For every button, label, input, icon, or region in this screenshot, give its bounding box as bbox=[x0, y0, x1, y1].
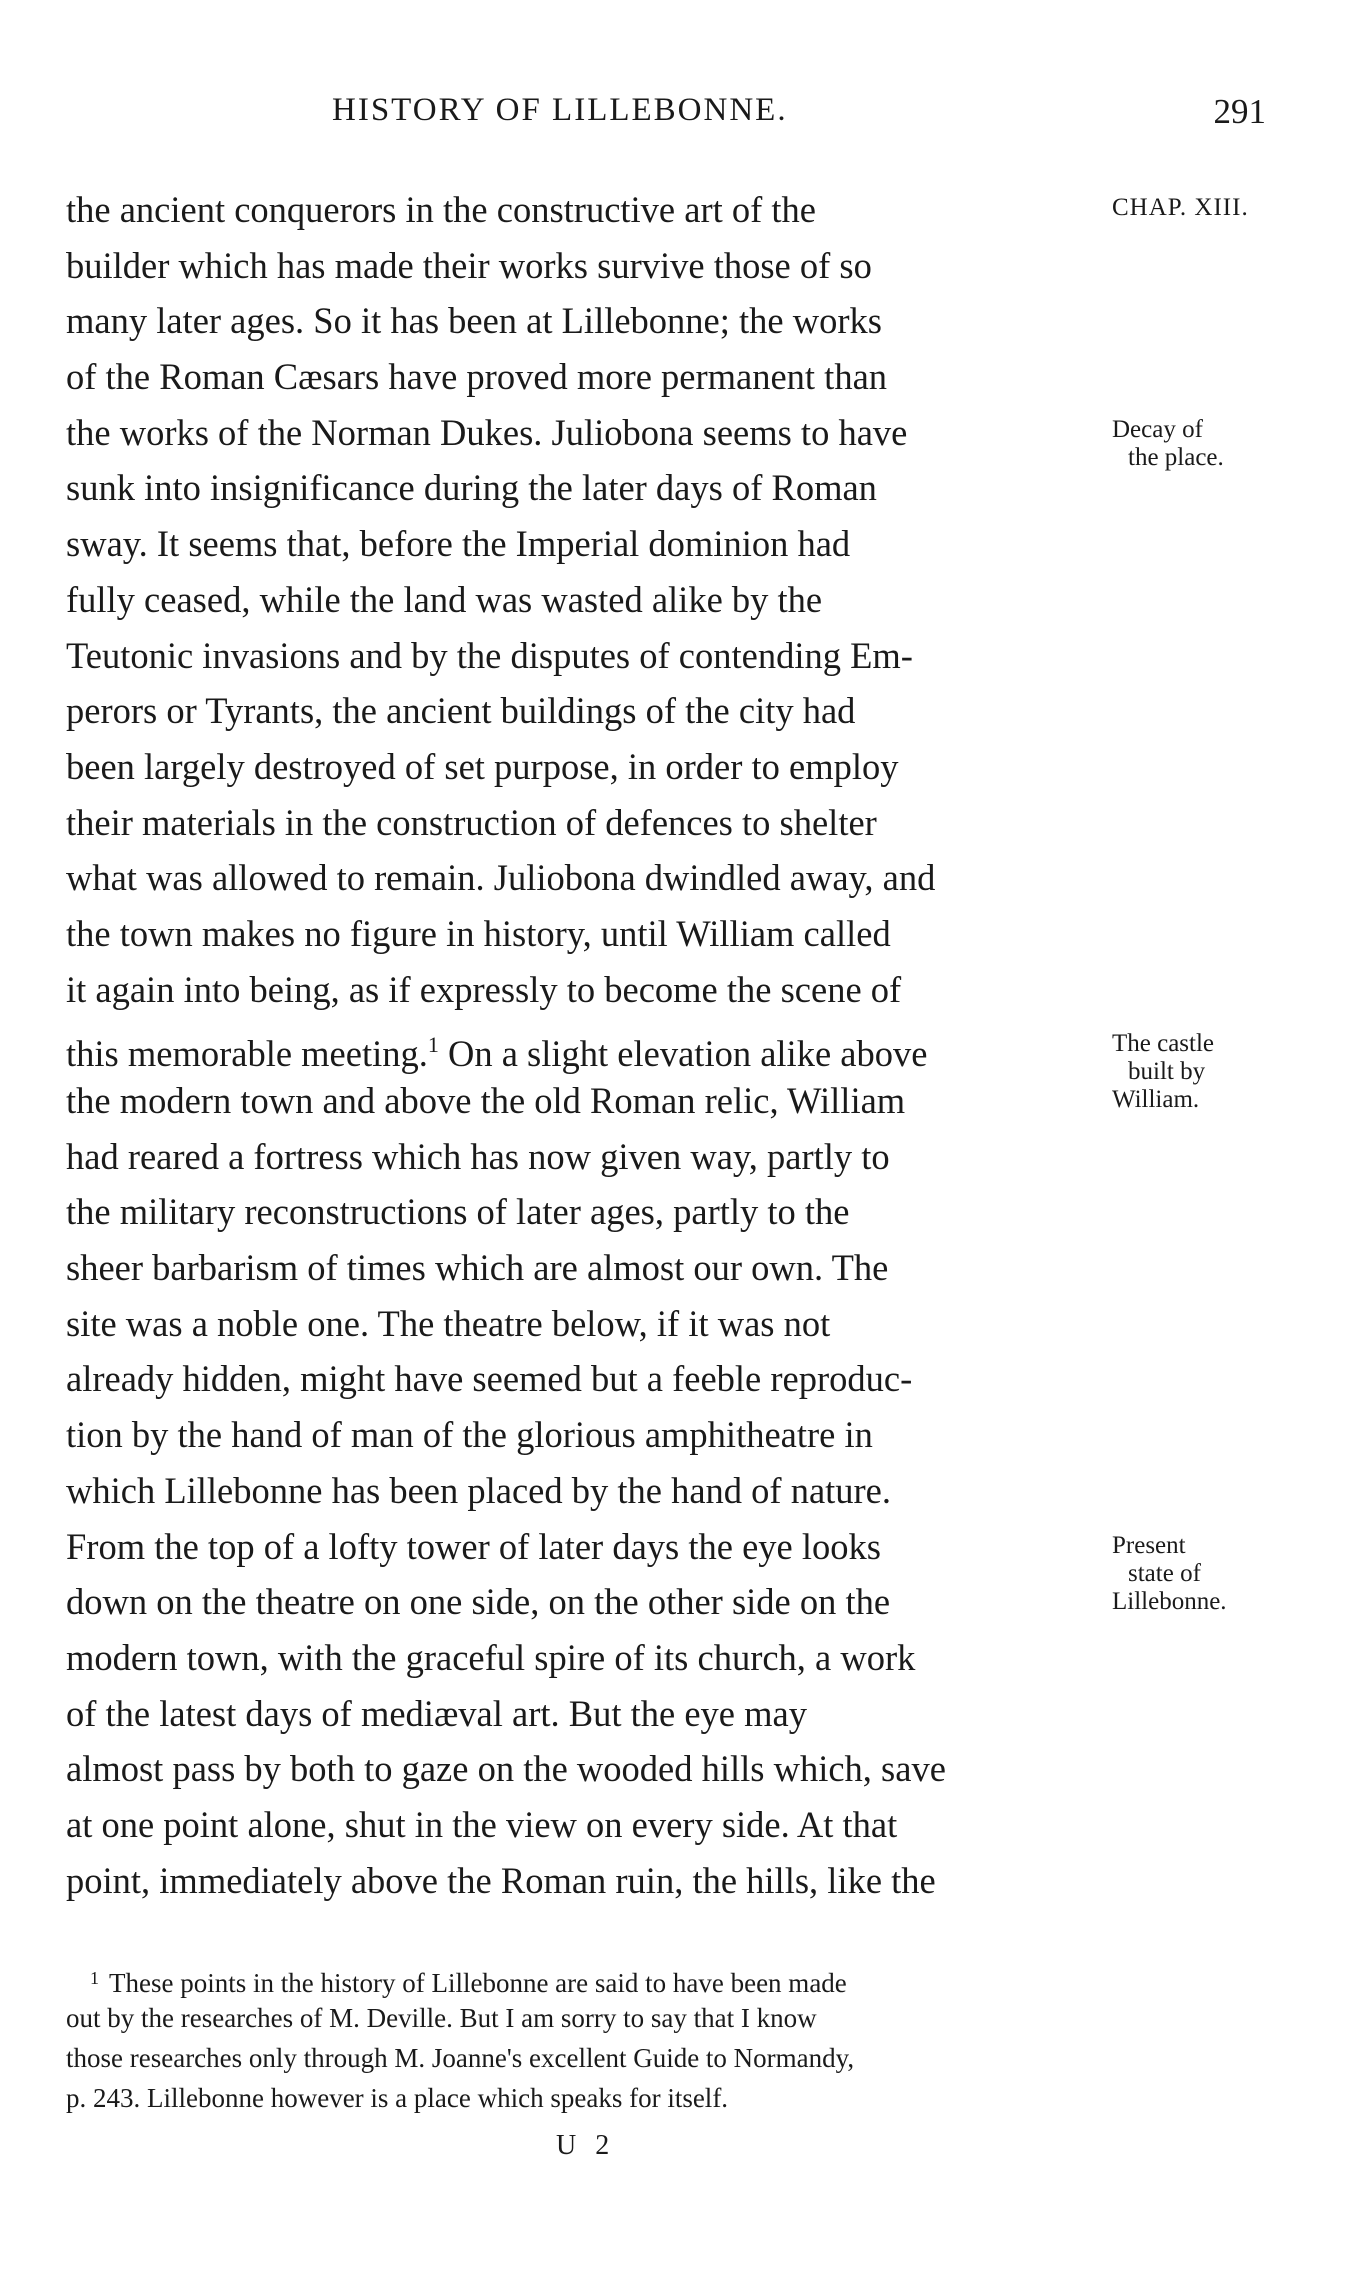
text-line: it again into being, as if expressly to become the scene of bbox=[66, 968, 902, 1010]
footnote-line bbox=[66, 1958, 1126, 1998]
text-line: site was a noble one. The theatre below, if it was not bbox=[66, 1302, 831, 1344]
margin-note-castle bbox=[1112, 1030, 1214, 1114]
text-line: which Lillebonne has been placed by the hand of nature. bbox=[66, 1469, 892, 1511]
margin-note-line: state of bbox=[1128, 1560, 1201, 1587]
text-segment: this memorable meeting. bbox=[66, 1033, 428, 1075]
text-line: perors or Tyrants, the ancient buildings of the city had bbox=[66, 690, 856, 732]
page-header bbox=[66, 92, 1266, 138]
chapter-marker: CHAP. XIII. bbox=[1112, 194, 1249, 221]
text-line: sunk into insignificance during the later days of Roman bbox=[66, 467, 877, 509]
margin-note-line: built by bbox=[1128, 1058, 1206, 1085]
footnote-mark: 1 bbox=[90, 1968, 99, 1988]
text-segment: On a slight elevation alike above bbox=[438, 1033, 928, 1075]
text-line: sway. It seems that, before the Imperial dominion had bbox=[66, 523, 851, 565]
margin-note-line: Decay of bbox=[1112, 416, 1203, 443]
text-line: the modern town and above the old Roman relic, William bbox=[66, 1080, 906, 1121]
footnote bbox=[66, 1958, 1126, 2118]
text-line: their materials in the construction of defences to shelter bbox=[66, 801, 877, 843]
footnote-line: p. 243. Lillebonne however is a place which speaks for itself. bbox=[66, 2083, 729, 2113]
footnote-text: These points in the history of Lillebonne are said to have been made bbox=[109, 1968, 847, 1998]
text-line: at one point alone, shut in the view on every side. At that bbox=[66, 1803, 898, 1845]
text-line: sheer barbarism of times which are almost our own. The bbox=[66, 1247, 889, 1289]
text-line: had reared a fortress which has now given way, partly to bbox=[66, 1135, 890, 1177]
margin-note-line: the place. bbox=[1128, 444, 1224, 471]
text-line: what was allowed to remain. Juliobona dwindled away, and bbox=[66, 857, 936, 899]
text-line: point, immediately above the Roman ruin, the hills, like the bbox=[66, 1859, 936, 1901]
margin-notes bbox=[1112, 0, 1342, 2283]
footnote-line: those researches only through M. Joanne's excellent Guide to Normandy, bbox=[66, 2043, 855, 2073]
text-line: the town makes no figure in history, until William called bbox=[66, 912, 891, 954]
margin-note-line: Lillebonne. bbox=[1112, 1588, 1227, 1615]
text-line: the military reconstructions of later ages, partly to the bbox=[66, 1191, 850, 1233]
text-line: the works of the Norman Dukes. Juliobona seems to have bbox=[66, 411, 908, 453]
margin-note-decay bbox=[1112, 416, 1224, 472]
text-line: almost pass by both to gaze on the wooded hills which, save bbox=[66, 1748, 946, 1790]
text-line: Teutonic invasions and by the disputes of contending Em- bbox=[66, 634, 913, 676]
margin-note-line: The castle bbox=[1112, 1030, 1215, 1057]
page-number: 291 bbox=[1213, 92, 1266, 131]
text-line: modern town, with the graceful spire of its church, a work bbox=[66, 1636, 916, 1678]
text-line: many later ages. So it has been at Lillebonne; the works bbox=[66, 300, 882, 342]
text-line: From the top of a lofty tower of later days the eye looks bbox=[66, 1525, 881, 1567]
text-line: fully ceased, while the land was wasted alike by the bbox=[66, 578, 823, 620]
text-line: of the latest days of mediæval art. But the eye may bbox=[66, 1692, 807, 1734]
margin-note-line: Present bbox=[1112, 1532, 1186, 1559]
text-line: been largely destroyed of set purpose, in order to employ bbox=[66, 745, 899, 787]
text-line: the ancient conquerors in the constructive art of the bbox=[66, 189, 816, 230]
main-text bbox=[66, 182, 1106, 1908]
text-line: tion by the hand of man of the glorious amphitheatre in bbox=[66, 1414, 873, 1456]
text-line: already hidden, might have seemed but a feeble reproduc- bbox=[66, 1358, 913, 1400]
text-line bbox=[66, 1017, 1106, 1073]
footnote-line: out by the researches of M. Deville. But I am sorry to say that I know bbox=[66, 2003, 817, 2033]
text-line: builder which has made their works survive those of so bbox=[66, 244, 872, 286]
text-line: down on the theatre on one side, on the other side on the bbox=[66, 1581, 891, 1623]
margin-note-line: William. bbox=[1112, 1086, 1200, 1113]
signature-mark: U 2 bbox=[556, 2130, 616, 2161]
text-line: of the Roman Cæsars have proved more permanent than bbox=[66, 356, 888, 398]
running-head: HISTORY OF LILLEBONNE. bbox=[332, 92, 788, 128]
footnote-reference[interactable]: 1 bbox=[427, 1032, 439, 1058]
margin-note-present bbox=[1112, 1532, 1227, 1616]
